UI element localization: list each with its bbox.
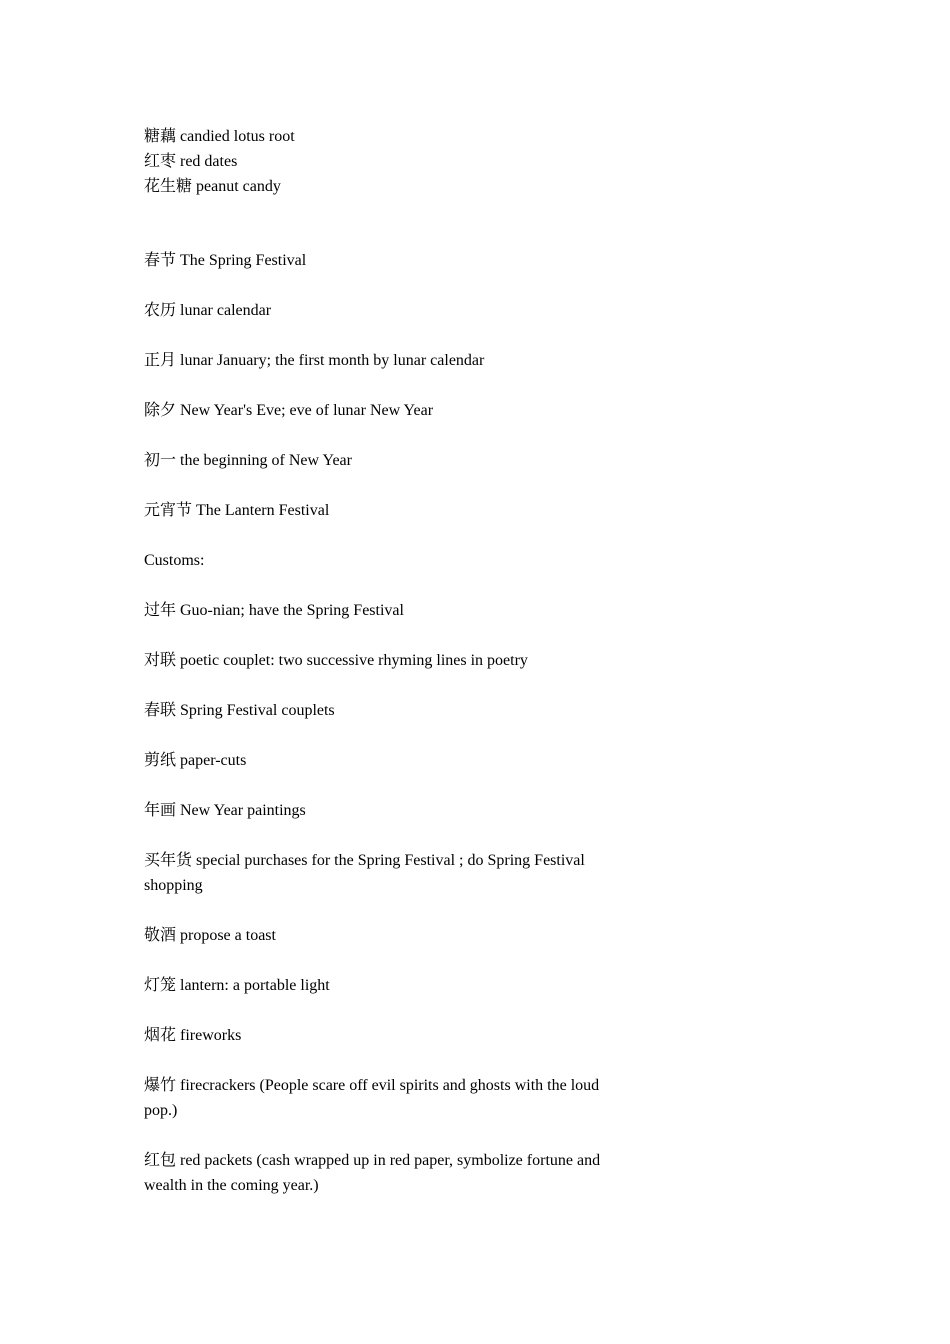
glossary-entry: 买年货 special purchases for the Spring Festival ; do Spring Festival shopping	[144, 852, 585, 894]
glossary-entry: 年画 New Year paintings	[144, 802, 306, 819]
glossary-entry: 农历 lunar calendar	[144, 302, 272, 319]
glossary-entry: 春节 The Spring Festival	[144, 252, 307, 269]
glossary-entry: 过年 Guo-nian; have the Spring Festival	[144, 602, 404, 619]
list-item: 糖藕 candied lotus root	[144, 128, 295, 145]
glossary-entry: 除夕 New Year's Eve; eve of lunar New Year	[144, 402, 434, 419]
glossary-entry: 灯笼 lantern: a portable light	[144, 977, 330, 994]
section-heading: Customs:	[144, 552, 205, 569]
glossary-entry: 敬酒 propose a toast	[144, 927, 276, 944]
glossary-entry: 烟花 fireworks	[144, 1027, 242, 1044]
document-page	[144, 124, 634, 1198]
glossary-entry: 初一 the beginning of New Year	[144, 452, 352, 469]
glossary-section	[144, 248, 634, 1198]
glossary-entry: 爆竹 firecrackers (People scare off evil spirits and ghosts with the loud pop.)	[144, 1077, 600, 1119]
glossary-entry: 对联 poetic couplet: two successive rhyming lines in poetry	[144, 652, 528, 669]
list-item: 花生糖 peanut candy	[144, 178, 281, 195]
list-item: 红枣 red dates	[144, 153, 238, 170]
glossary-entry: 红包 red packets (cash wrapped up in red paper, symbolize fortune and wealth in the coming year.)	[144, 1152, 601, 1194]
glossary-entry: 剪纸 paper-cuts	[144, 752, 247, 769]
snack-list	[144, 124, 634, 199]
glossary-entry: 元宵节 The Lantern Festival	[144, 502, 330, 519]
glossary-entry: 正月 lunar January; the first month by lunar calendar	[144, 352, 485, 369]
glossary-entry: 春联 Spring Festival couplets	[144, 702, 335, 719]
